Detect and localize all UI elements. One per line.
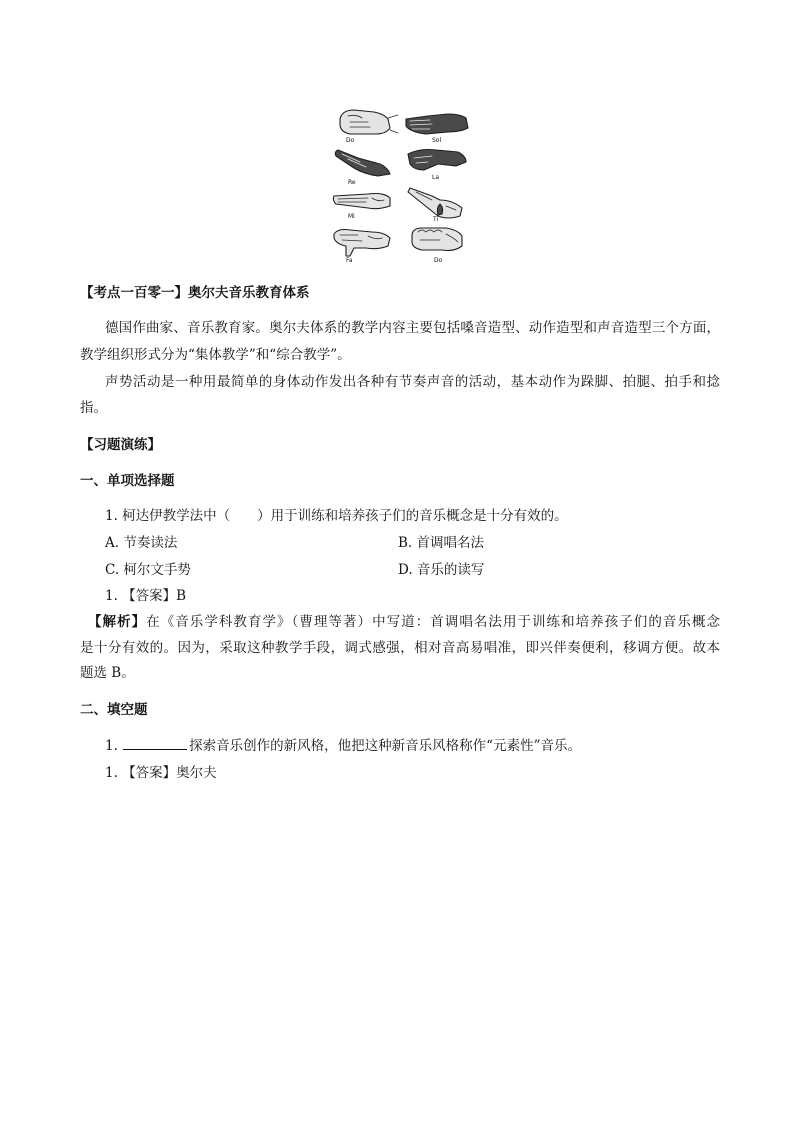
hand-sign-la-illustration xyxy=(408,150,466,182)
hand-sign-mi-illustration xyxy=(333,194,390,221)
hand-signs-illustration xyxy=(328,104,473,264)
analysis-label: 【解析】 xyxy=(88,614,147,630)
hand-sign-sol-illustration xyxy=(406,114,468,144)
paragraph-line: 声势活动是一种用最简单的身体动作发出各种有节奏声音的活动，基本动作为跺脚、拍腿、拍手和捻 xyxy=(105,374,720,390)
hand-sign-label: Re xyxy=(348,179,356,186)
hand-sign-label: Do xyxy=(346,137,355,144)
hand-sign-label: La xyxy=(432,174,440,181)
analysis-line: 题选 B。 xyxy=(80,665,135,681)
hand-sign-label: Fa xyxy=(346,257,353,264)
analysis-line xyxy=(88,614,720,630)
option-a: A. 节奏读法 xyxy=(105,535,178,551)
fill-blank-question xyxy=(105,737,581,754)
single-choice-question: 1. 柯达伊教学法中（ ）用于训练和培养孩子们的音乐概念是十分有效的。 xyxy=(105,508,568,524)
option-d: D. 音乐的读写 xyxy=(398,562,485,578)
paragraph-line: 教学组织形式分为“集体教学”和“综合教学”。 xyxy=(80,347,351,363)
analysis-text: 在《音乐学科教育学》（曹理等著）中写道：首调唱名法用于训练和培养孩子们的音乐概念 xyxy=(146,614,721,630)
hand-sign-fa-illustration xyxy=(334,230,390,265)
hand-sign-high-do-illustration xyxy=(412,228,462,264)
answer-blank xyxy=(123,737,187,750)
paragraph-line: 指。 xyxy=(80,400,107,416)
analysis-line: 是十分有效的。因为，采取这种教学手段，调式感强，相对音高易唱准，即兴伴奏便利，移调方便。故本 xyxy=(80,640,720,656)
hand-sign-ti-illustration xyxy=(408,188,462,223)
question-text: 探索音乐创作的新风格，他把这种新音乐风格称作“元素性”音乐。 xyxy=(189,738,581,754)
option-c: C. 柯尔文手势 xyxy=(105,562,191,578)
option-b: B. 首调唱名法 xyxy=(398,535,485,551)
question-number: 1. xyxy=(105,738,123,754)
hand-sign-label: Sol xyxy=(432,137,442,144)
section-title: 【考点一百零一】奥尔夫音乐教育体系 xyxy=(80,285,310,301)
paragraph-line: 德国作曲家、音乐教育家。奥尔夫体系的教学内容主要包括嗓音造型、动作造型和声音造型三个方面， xyxy=(105,320,720,336)
hand-sign-do-illustration xyxy=(340,110,398,144)
fill-blank-heading: 二、填空题 xyxy=(80,702,148,718)
hand-sign-label: Do xyxy=(434,257,443,264)
practice-heading: 【习题演练】 xyxy=(80,437,161,453)
hand-sign-re-illustration xyxy=(335,150,390,186)
single-choice-heading: 一、单项选择题 xyxy=(80,473,175,489)
hand-sign-label: Ti xyxy=(433,216,439,223)
fill-blank-answer: 1. 【答案】奥尔夫 xyxy=(105,765,217,781)
single-choice-answer: 1. 【答案】B xyxy=(105,588,187,604)
hand-sign-label: Mi xyxy=(348,213,355,220)
